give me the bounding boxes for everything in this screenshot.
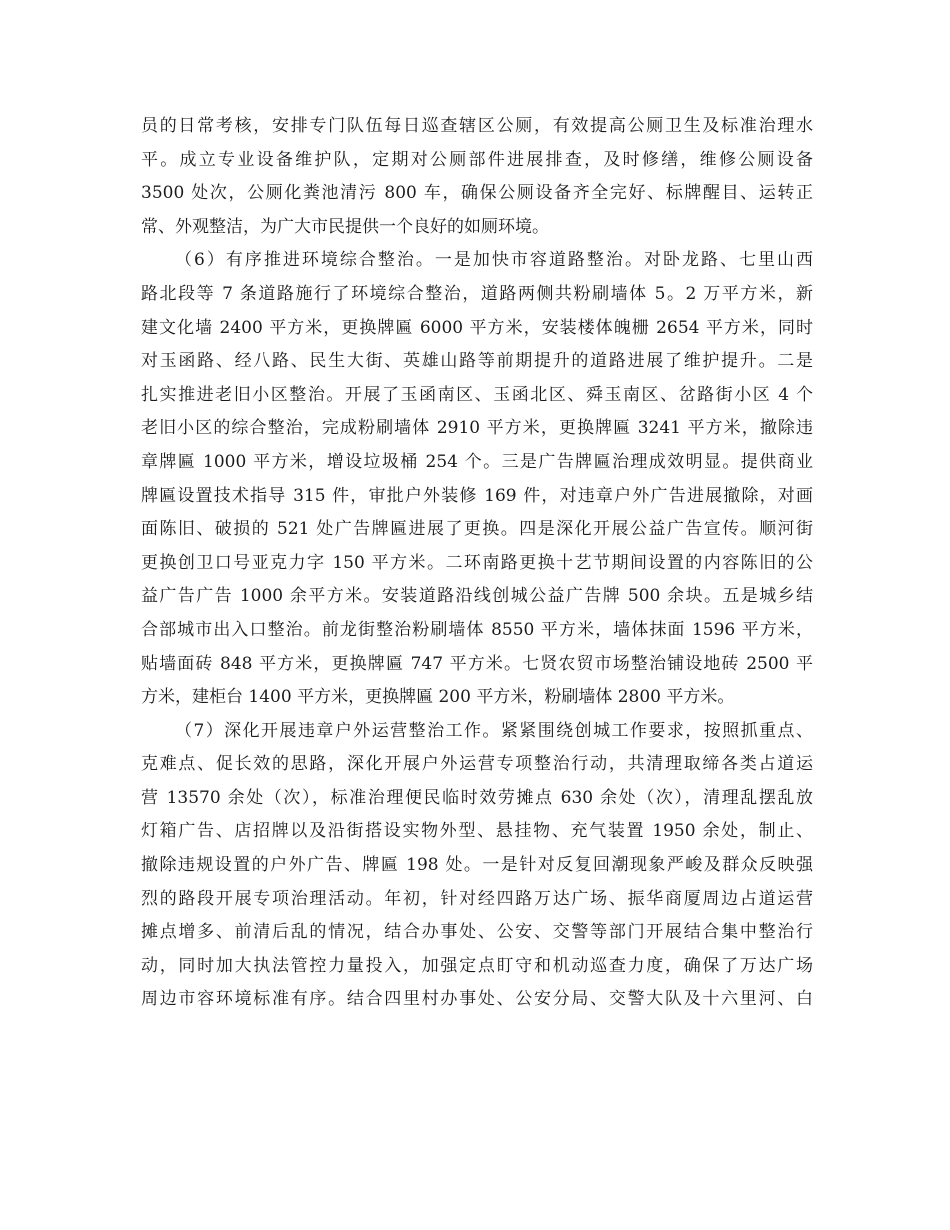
document-body	[141, 110, 813, 1017]
text-line: 对玉函路、经八路、民生大街、英雄山路等前期提升的道路进展了维护提升。二是	[141, 351, 813, 372]
text-line: 更换创卫口号亚克力字 150 平方米。二环南路更换十艺节期间设置的内容陈旧的公	[141, 552, 813, 573]
text-line: 章牌匾 1000 平方米，增设垃圾桶 254 个。三是广告牌匾治理成效明显。提供商业	[141, 451, 813, 472]
text-line: 合部城市出入口整治。前龙街整治粉刷墙体 8550 平方米，墙体抹面 1596 平方米，	[141, 619, 813, 640]
text-line: 周边市容环境标准有序。结合四里村办事处、公安分局、交警大队及十六里河、白	[141, 989, 813, 1010]
text-line: 益广告广告 1000 余平方米。安装道路沿线创城公益广告牌 500 余块。五是城乡结	[141, 586, 813, 607]
text-line: 平。成立专业设备维护队，定期对公厕部件进展排查，及时修缮，维修公厕设备	[141, 149, 813, 170]
text-line: 扎实推进老旧小区整治。开展了玉函南区、玉函北区、舜玉南区、岔路街小区 4 个	[141, 384, 813, 405]
text-line: （7）深化开展违章户外运营整治工作。紧紧围绕创城工作要求，按照抓重点、	[175, 720, 813, 741]
text-line: 撤除违规设置的户外广告、牌匾 198 处。一是针对反复回潮现象严峻及群众反映强	[141, 855, 813, 876]
text-line: 营 13570 余处（次），标准治理便民临时效劳摊点 630 余处（次），清理乱摆乱放	[141, 787, 813, 808]
text-line: 方米，建柜台 1400 平方米，更换牌匾 200 平方米，粉刷墙体 2800 平方米。	[141, 687, 735, 708]
text-line: 面陈旧、破损的 521 处广告牌匾进展了更换。四是深化开展公益广告宣传。顺河街	[141, 519, 813, 540]
text-line: （6）有序推进环境综合整治。一是加快市容道路整治。对卧龙路、七里山西	[175, 250, 813, 271]
paragraph-continuation	[141, 110, 813, 244]
text-line: 3500 处次，公厕化粪池清污 800 车，确保公厕设备齐全完好、标牌醒目、运转正	[141, 183, 813, 204]
paragraph-6	[141, 244, 813, 714]
text-line: 常、外观整洁，为广大市民提供一个良好的如厕环境。	[141, 216, 549, 237]
text-line: 动，同时加大执法管控力量投入，加强定点盯守和机动巡查力度，确保了万达广场	[141, 955, 813, 976]
text-line: 路北段等 7 条道路施行了环境综合整治，道路两侧共粉刷墙体 5。2 万平方米，新	[141, 283, 813, 304]
text-line: 牌匾设置技术指导 315 件，审批户外装修 169 件，对违章户外广告进展撤除，对画	[141, 485, 813, 506]
text-line: 老旧小区的综合整治，完成粉刷墙体 2910 平方米，更换牌匾 3241 平方米，撤除违	[141, 418, 813, 439]
text-line: 建文化墙 2400 平方米，更换牌匾 6000 平方米，安装楼体魄栅 2654 平方米，同时	[141, 317, 813, 338]
text-line: 烈的路段开展专项治理活动。年初，针对经四路万达广场、振华商厦周边占道运营	[141, 888, 813, 909]
text-line: 克难点、促长效的思路，深化开展户外运营专项整治行动，共清理取缔各类占道运	[141, 754, 813, 775]
text-line: 摊点增多、前清后乱的情况，结合办事处、公安、交警等部门开展结合集中整治行	[141, 922, 813, 943]
text-line: 员的日常考核，安排专门队伍每日巡查辖区公厕，有效提高公厕卫生及标准治理水	[141, 116, 813, 136]
text-line: 贴墙面砖 848 平方米，更换牌匾 747 平方米。七贤农贸市场整治铺设地砖 2500 平	[141, 653, 813, 674]
paragraph-7	[141, 715, 813, 1017]
text-line: 灯箱广告、店招牌以及沿街搭设实物外型、悬挂物、充气装置 1950 余处，制止、	[141, 821, 813, 842]
